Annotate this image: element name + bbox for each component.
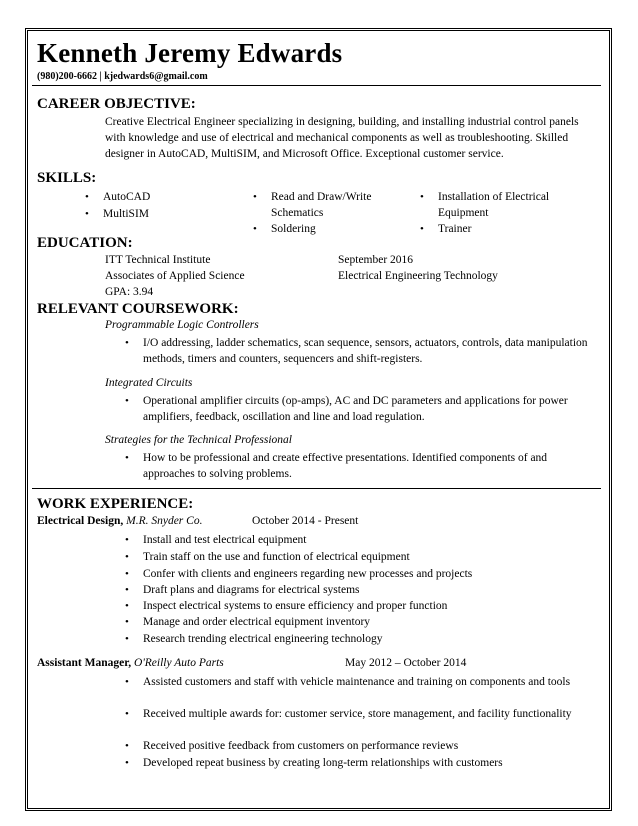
skill-item: • MultiSIM [103, 206, 243, 222]
job-title: Electrical Design, [37, 515, 124, 527]
career-objective-text: Creative Electrical Engineer specializing in designing, building, and installing industrial control panels with knowledge and use of electrical and mechanical components as well as troubleshooting. Skilled designer in AutoCAD, MultiSIM, and Microsoft Office. Exceptional customer service. [105, 116, 579, 160]
skill-item: • Read and Draw/Write Schematics [271, 189, 401, 221]
degree: Associates of Applied Science [105, 270, 245, 282]
job-bullet: • Received multiple awards for: customer service, store management, and facility functionality [143, 706, 593, 722]
job-header [37, 515, 202, 527]
job-bullet: • Install and test electrical equipment [143, 532, 593, 548]
skills-heading: SKILLS: [37, 170, 97, 186]
job-bullet: • Train staff on the use and function of electrical equipment [143, 549, 593, 565]
course-title: Programmable Logic Controllers [105, 319, 259, 331]
contact-info: (980)200-6662 | kjedwards6@gmail.com [37, 71, 208, 82]
school-name: ITT Technical Institute [105, 254, 211, 266]
career-objective-heading: CAREER OBJECTIVE: [37, 96, 196, 112]
section-divider [32, 488, 601, 489]
job-bullet: • Inspect electrical systems to ensure efficiency and proper function [143, 598, 593, 614]
header-divider [32, 85, 601, 86]
course-bullet: • I/O addressing, ladder schematics, scan sequence, sensors, actuators, controls, data manipulation methods, timers and counters, sequencers and shift-registers. [143, 335, 593, 367]
job-bullet: • Developed repeat business by creating long-term relationships with customers [143, 755, 593, 771]
job-bullet: • Research trending electrical engineering technology [143, 631, 593, 647]
course-bullet: • How to be professional and create effective presentations. Identified components of and approaches to solving problems. [143, 450, 593, 482]
job-bullet: • Assisted customers and staff with vehicle maintenance and training on components and tools [143, 674, 593, 690]
graduation-date: September 2016 [338, 254, 414, 266]
skill-item: • Trainer [438, 221, 578, 237]
work-experience-heading: WORK EXPERIENCE: [37, 496, 194, 512]
education-heading: EDUCATION: [37, 235, 133, 251]
coursework-heading: RELEVANT COURSEWORK: [37, 301, 239, 317]
job-dates: October 2014 - Present [252, 515, 359, 527]
job-bullet: • Draft plans and diagrams for electrical systems [143, 582, 593, 598]
candidate-name: Kenneth Jeremy Edwards [37, 38, 343, 68]
skill-item: • AutoCAD [103, 189, 243, 205]
job-company: M.R. Snyder Co. [126, 515, 203, 527]
gpa: GPA: 3.94 [105, 286, 154, 298]
course-title: Strategies for the Technical Professional [105, 434, 292, 446]
job-company: O'Reilly Auto Parts [134, 657, 224, 669]
job-dates: May 2012 – October 2014 [345, 657, 467, 669]
job-title: Assistant Manager, [37, 657, 132, 669]
skill-item: • Soldering [271, 221, 401, 237]
course-title: Integrated Circuits [105, 377, 193, 389]
course-bullet: • Operational amplifier circuits (op-amps), AC and DC parameters and applications for power amplifiers, feedback, oscillation and line and load regulation. [143, 393, 593, 425]
job-bullet: • Confer with clients and engineers regarding new processes and projects [143, 566, 593, 582]
skill-item: • Installation of Electrical Equipment [438, 189, 578, 221]
job-header [37, 657, 224, 669]
job-bullet: • Received positive feedback from customers on performance reviews [143, 738, 593, 754]
field-of-study: Electrical Engineering Technology [338, 270, 498, 282]
job-bullet: • Manage and order electrical equipment inventory [143, 614, 593, 630]
